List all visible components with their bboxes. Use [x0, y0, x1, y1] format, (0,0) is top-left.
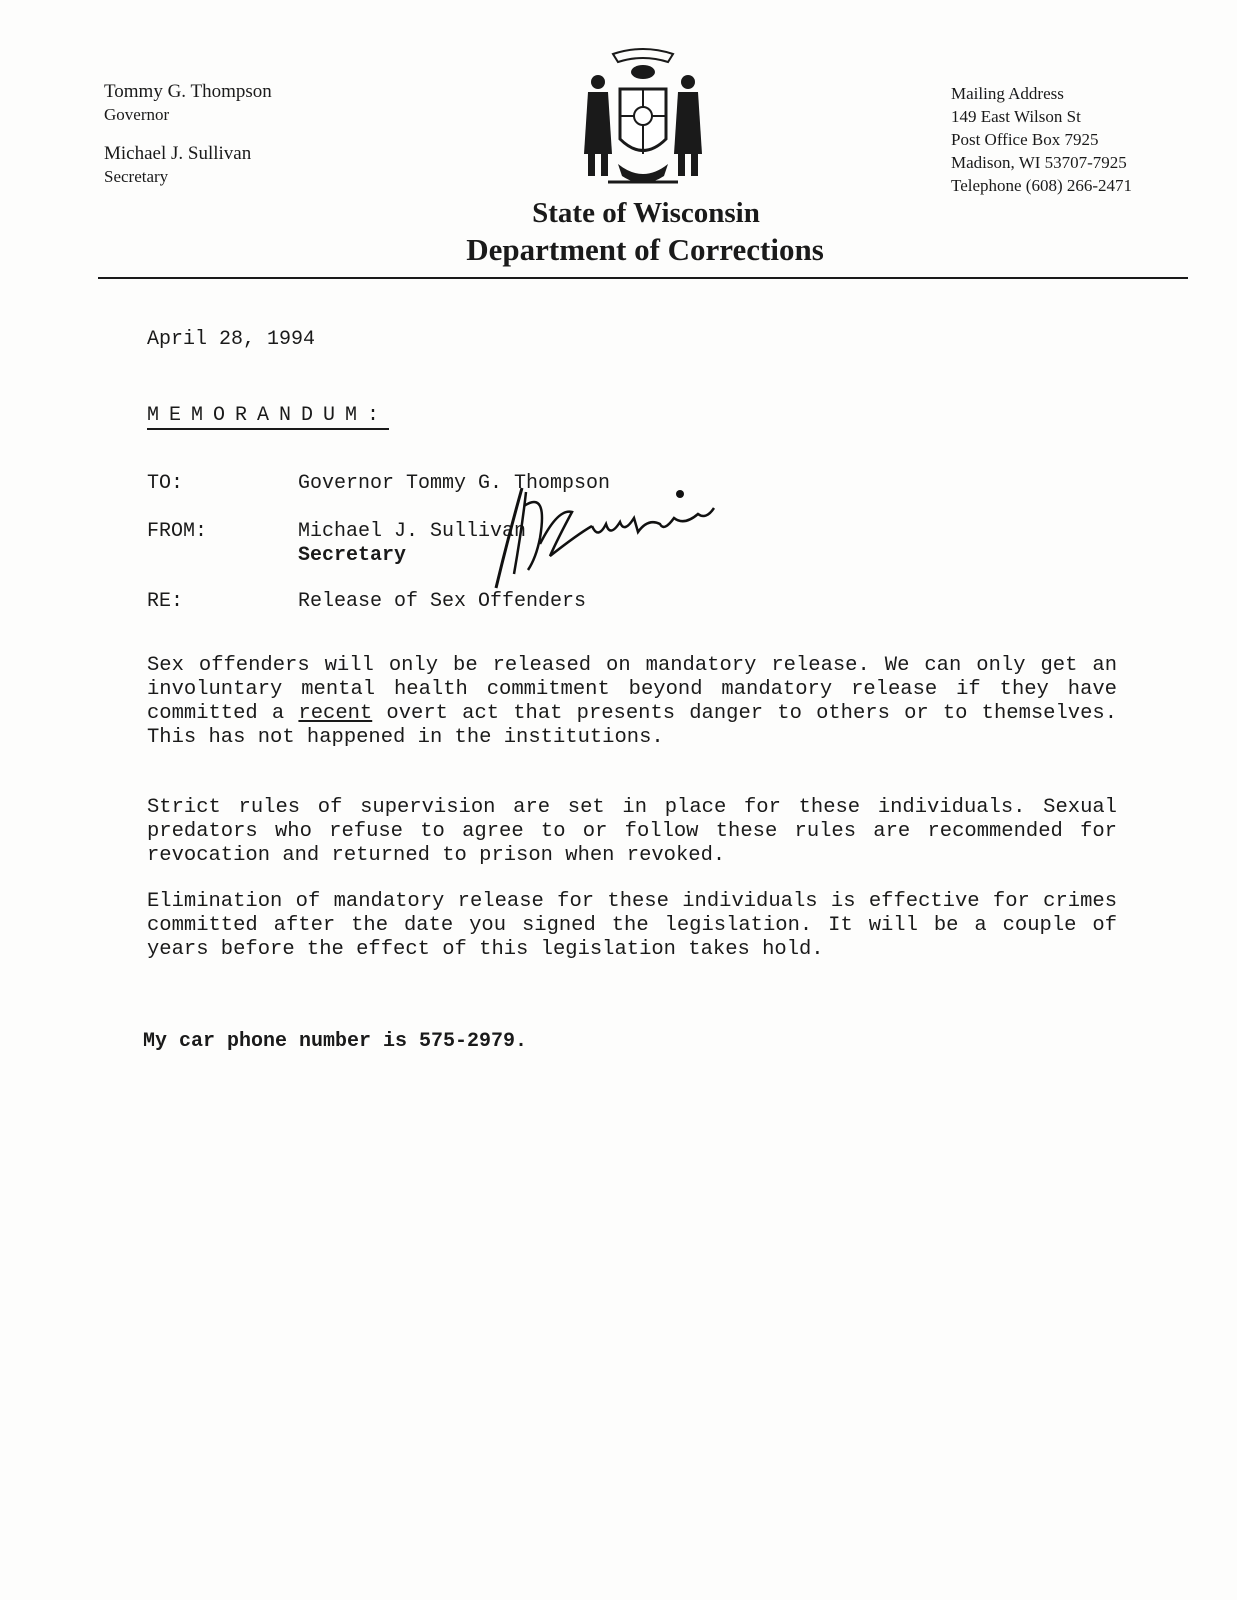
from-title: Secretary [298, 544, 407, 567]
paragraph-1-text-a: Sex offenders will only be released on mandatory release. We can only get an involuntary mental health commitment beyond mandatory release if they have committed a [147, 654, 1117, 725]
wisconsin-state-seal-icon [568, 44, 718, 194]
officials-block [104, 80, 272, 188]
body-paragraph-2: Strict rules of supervision are set in place for these individuals. Sexual predators who refuse to agree to or follow these rules are recommended for revocation and returned to prison when revoked. [147, 796, 1117, 867]
memo-heading: MEMORANDUM: [147, 404, 389, 430]
re-value: Release of Sex Offenders [298, 590, 587, 613]
mailing-street: 149 East Wilson St [951, 107, 1081, 126]
memo-date: April 28, 1994 [147, 328, 316, 351]
mailing-po-box: Post Office Box 7925 [951, 130, 1099, 149]
agency-department: Department of Corrections [466, 232, 824, 267]
mailing-telephone: Telephone (608) 266-2471 [951, 176, 1133, 195]
body-paragraph-1 [147, 654, 1117, 750]
handwritten-signature-icon [488, 478, 733, 600]
paragraph-1-emphasis: recent [298, 702, 373, 725]
paragraph-1-text-b: overt act that presents danger to others or to themselves. This has not happened in the institutions. [147, 702, 1117, 749]
official-secretary [104, 142, 272, 188]
from-label: FROM: [147, 520, 208, 543]
re-label: RE: [147, 590, 184, 613]
car-phone-line: My car phone number is 575-2979. [143, 1030, 528, 1053]
mailing-heading: Mailing Address [951, 84, 1064, 103]
secretary-name: Michael J. Sullivan [104, 143, 252, 164]
mailing-address-block [951, 82, 1132, 197]
from-name: Michael J. Sullivan [298, 520, 527, 543]
to-label: TO: [147, 472, 184, 495]
official-governor [104, 80, 272, 126]
to-value: Governor Tommy G. Thompson [298, 472, 611, 495]
governor-name: Tommy G. Thompson [104, 81, 272, 102]
body-paragraph-3: Elimination of mandatory release for these individuals is effective for crimes committed after the date you signed the legislation. It will be a couple of years before the effect of this legislation takes hold. [147, 890, 1117, 961]
secretary-title: Secretary [104, 167, 169, 186]
agency-state: State of Wisconsin [532, 197, 760, 229]
governor-title: Governor [104, 105, 170, 124]
agency-title-block [380, 196, 920, 270]
letterhead-divider [98, 277, 1188, 279]
mailing-city: Madison, WI 53707-7925 [951, 153, 1127, 172]
